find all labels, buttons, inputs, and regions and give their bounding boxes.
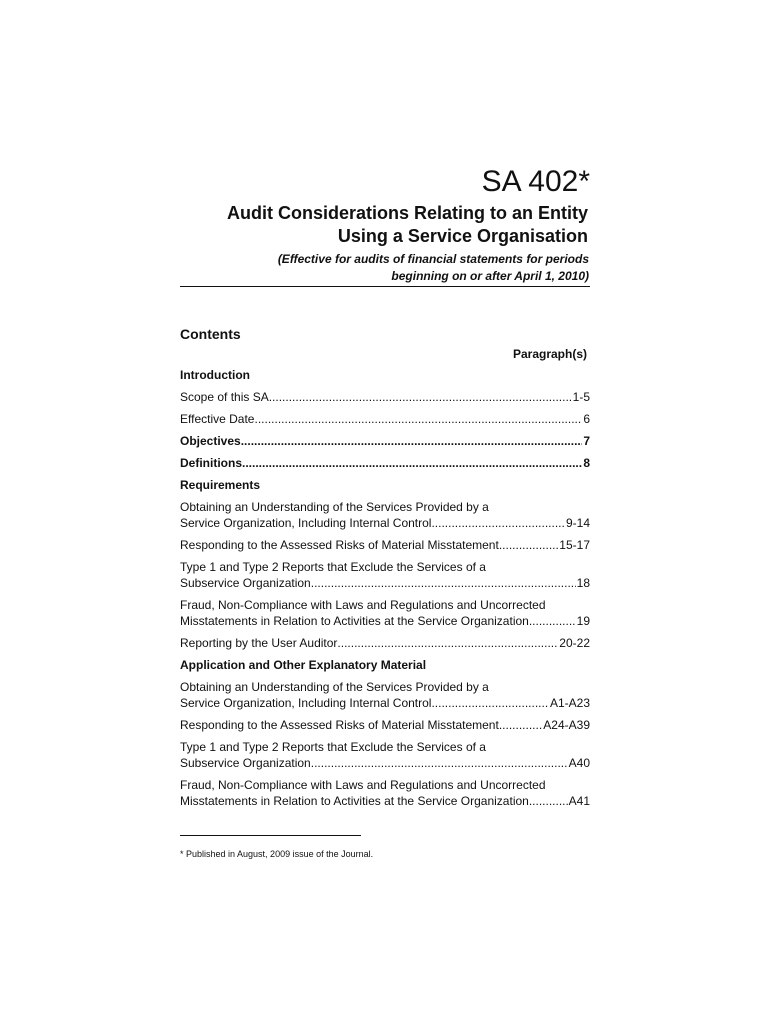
leader-dots xyxy=(431,515,565,531)
leader-dots xyxy=(499,537,558,553)
document-page xyxy=(180,0,590,1024)
toc-section-application: Application and Other Explanatory Material xyxy=(180,658,427,672)
toc-entry-paragraph-ref: 9-14 xyxy=(565,516,590,530)
toc-entry-objectives[interactable] xyxy=(180,433,590,449)
table-of-contents xyxy=(180,367,590,815)
title-line-2: Using a Service Organisation xyxy=(337,226,588,246)
toc-entry-label: Subservice Organization xyxy=(180,756,311,770)
toc-entry-paragraph-ref: A24-A39 xyxy=(543,718,590,732)
toc-entry-label: Effective Date xyxy=(180,412,255,426)
toc-entry-paragraph-ref: 7 xyxy=(583,434,590,448)
toc-entry-first-line: Fraud, Non-Compliance with Laws and Regulations and Uncorrected xyxy=(180,778,546,792)
toc-entry-first-line: Type 1 and Type 2 Reports that Exclude the Services of a xyxy=(180,740,486,754)
toc-entry-paragraph-ref: 8 xyxy=(583,456,590,470)
toc-entry-label: Reporting by the User Auditor xyxy=(180,636,338,650)
toc-entry-label: Definitions xyxy=(180,456,242,470)
toc-entry-paragraph-ref: A41 xyxy=(568,794,590,808)
leader-dots xyxy=(254,411,582,427)
leader-dots xyxy=(337,635,558,651)
toc-entry-paragraph-ref: 18 xyxy=(576,576,590,590)
toc-section-requirements: Requirements xyxy=(180,478,261,492)
toc-entry-label: Subservice Organization xyxy=(180,576,311,590)
toc-entry-paragraph-ref: 1-5 xyxy=(572,390,590,404)
toc-entry-label: Objectives xyxy=(180,434,241,448)
toc-entry-label: Service Organization, Including Internal Control xyxy=(180,516,432,530)
leader-dots xyxy=(241,433,583,449)
toc-entry-label: Responding to the Assessed Risks of Material Misstatement xyxy=(180,718,499,732)
subtitle-line-1: (Effective for audits of financial statements for periods xyxy=(277,252,589,266)
leader-dots xyxy=(529,793,568,809)
leader-dots xyxy=(269,389,572,405)
leader-dots xyxy=(242,455,582,471)
standard-number: SA 402* xyxy=(481,165,590,198)
toc-entry-label: Service Organization, Including Internal Control xyxy=(180,696,432,710)
toc-entry-req-responding[interactable] xyxy=(180,537,590,553)
toc-entry-req-fraud[interactable] xyxy=(180,597,590,629)
paragraph-column-header: Paragraph(s) xyxy=(512,347,587,361)
leader-dots xyxy=(311,755,568,771)
leader-dots xyxy=(529,613,576,629)
leader-dots xyxy=(311,575,576,591)
toc-entry-app-fraud[interactable] xyxy=(180,777,590,809)
toc-entry-paragraph-ref: 20-22 xyxy=(559,636,590,650)
footnote: * Published in August, 2009 issue of the Journal. xyxy=(180,849,374,859)
toc-entry-first-line: Obtaining an Understanding of the Services Provided by a xyxy=(180,680,489,694)
toc-entry-paragraph-ref: 15-17 xyxy=(559,538,590,552)
toc-entry-req-reporting[interactable] xyxy=(180,635,590,651)
toc-entry-label: Misstatements in Relation to Activities at the Service Organization xyxy=(180,794,529,808)
title-line-1: Audit Considerations Relating to an Entity xyxy=(226,203,588,223)
leader-dots xyxy=(431,695,549,711)
toc-entry-label: Responding to the Assessed Risks of Material Misstatement xyxy=(180,538,499,552)
contents-heading: Contents xyxy=(180,326,241,342)
toc-entry-paragraph-ref: 19 xyxy=(576,614,590,628)
subtitle-line-2: beginning on or after April 1, 2010) xyxy=(391,269,589,283)
effective-date-note xyxy=(189,251,589,285)
toc-entry-paragraph-ref: 6 xyxy=(583,412,590,426)
toc-entry-app-type-reports[interactable] xyxy=(180,739,590,771)
leader-dots xyxy=(499,717,542,733)
toc-entry-first-line: Obtaining an Understanding of the Services Provided by a xyxy=(180,500,489,514)
toc-entry-first-line: Type 1 and Type 2 Reports that Exclude the Services of a xyxy=(180,560,486,574)
toc-entry-definitions[interactable] xyxy=(180,455,590,471)
toc-entry-req-understanding[interactable] xyxy=(180,499,590,531)
toc-entry-label: Misstatements in Relation to Activities at the Service Organization xyxy=(180,614,529,628)
toc-entry-req-type-reports[interactable] xyxy=(180,559,590,591)
toc-entry-paragraph-ref: A1-A23 xyxy=(549,696,590,710)
toc-entry-app-responding[interactable] xyxy=(180,717,590,733)
toc-entry-effective-date[interactable] xyxy=(180,411,590,427)
footnote-divider xyxy=(180,835,361,836)
toc-entry-app-understanding[interactable] xyxy=(180,679,590,711)
toc-entry-paragraph-ref: A40 xyxy=(568,756,590,770)
toc-entry-first-line: Fraud, Non-Compliance with Laws and Regulations and Uncorrected xyxy=(180,598,546,612)
toc-entry-scope[interactable] xyxy=(180,389,590,405)
toc-entry-label: Scope of this SA xyxy=(180,390,269,404)
document-title xyxy=(168,202,588,248)
title-divider xyxy=(180,286,590,287)
toc-section-introduction: Introduction xyxy=(180,368,250,382)
